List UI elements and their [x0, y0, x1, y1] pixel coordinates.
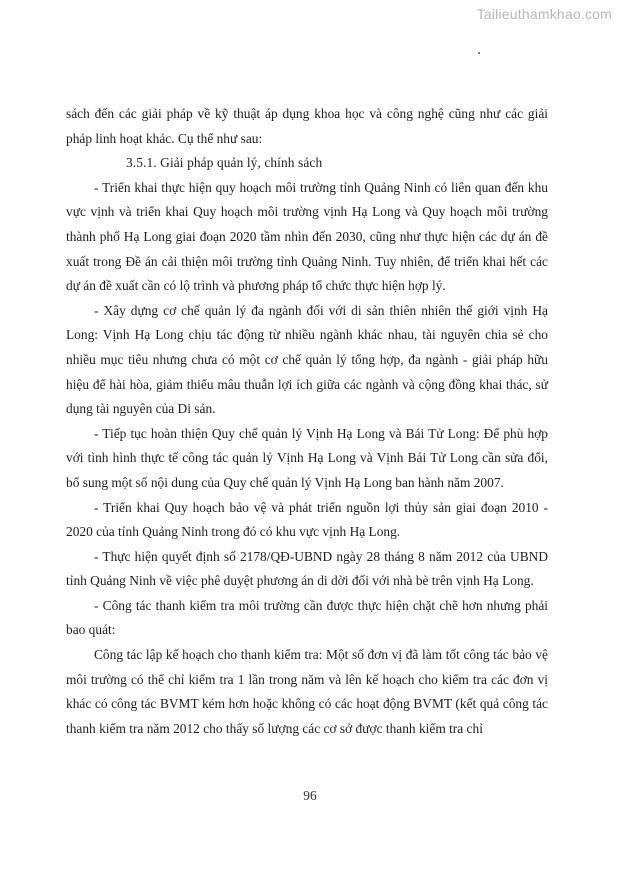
paragraph: Công tác lập kế hoạch cho thanh kiểm tra: Một số đơn vị đã làm tốt công tác bảo vệ môi trường có thể chỉ kiểm tra 1 lần trong năm và lên kế hoạch cho kiểm tra các đơn vị khác có công tác BVMT kém hơn hoặc không có các hoạt động BVMT (kết quả công tác thanh kiểm tra năm 2012 cho thấy số lượng các cơ sở được thanh kiểm tra chỉ [66, 647, 548, 736]
scan-speck [478, 52, 480, 54]
watermark-text: Tailieuthamkhao.com [476, 6, 612, 22]
section-heading: 3.5.1. Giải pháp quản lý, chính sách [126, 155, 323, 171]
document-body [66, 102, 548, 741]
paragraph: - Thực hiện quyết định số 2178/QĐ-UBND ngày 28 tháng 8 năm 2012 của UBND tỉnh Quảng Ninh về việc phê duyệt phương án di dời đối với nhà bè trên vịnh Hạ Long. [66, 548, 548, 589]
paragraph: - Xây dựng cơ chế quản lý đa ngành đối với di sản thiên nhiên thế giới vịnh Hạ Long: Vịnh Hạ Long chịu tác động từ nhiều ngành khác nhau, tài nguyên chia sẻ cho nhiều mục tiêu nhưng chưa có một cơ chế quản lý tổng hợp, đa ngành - giải pháp hữu hiệu để hài hòa, giảm thiểu mâu thuẫn lợi ích giữa các ngành và cộng đồng khai thác, sử dụng tài nguyên của Di sản. [66, 302, 548, 417]
paragraph: - Triển khai Quy hoạch bảo vệ và phát triển nguồn lợi thủy sản giai đoạn 2010 - 2020 của tỉnh Quảng Ninh trong đó có khu vực vịnh Hạ Long. [66, 499, 548, 540]
paragraph: - Tiếp tục hoàn thiện Quy chế quản lý Vịnh Hạ Long và Bái Tử Long: Để phù hợp với tình hình thực tế công tác quản lý Vịnh Hạ Long và Vịnh Bái Tử Long cần sửa đổi, bổ sung một số nội dung của Quy chế quản lý Vịnh Hạ Long ban hành năm 2007. [66, 425, 548, 490]
page-number: 96 [303, 788, 317, 803]
paragraph: - Công tác thanh kiểm tra môi trường cần được thực hiện chặt chẽ hơn nhưng phải bao quát: [66, 597, 548, 638]
paragraph-continuation: sách đến các giải pháp về kỹ thuật áp dụng khoa học và công nghệ cũng như các giải pháp linh hoạt khác. Cụ thể như sau: [66, 106, 548, 146]
paragraph: - Triển khai thực hiện quy hoạch môi trường tỉnh Quảng Ninh có liên quan đến khu vực vịnh và triển khai Quy hoạch môi trường vịnh Hạ Long và Quy hoạch môi trường thành phố Hạ Long giai đoạn 2020 tầm nhìn đến 2030, cũng như thực hiện các dự án đề xuất trong Đề án cải thiện môi trường tỉnh Quảng Ninh. Tuy nhiên, để triển khai hết các dự án đề xuất cần có lộ trình và phương pháp tổ chức thực hiện hợp lý. [66, 179, 548, 294]
